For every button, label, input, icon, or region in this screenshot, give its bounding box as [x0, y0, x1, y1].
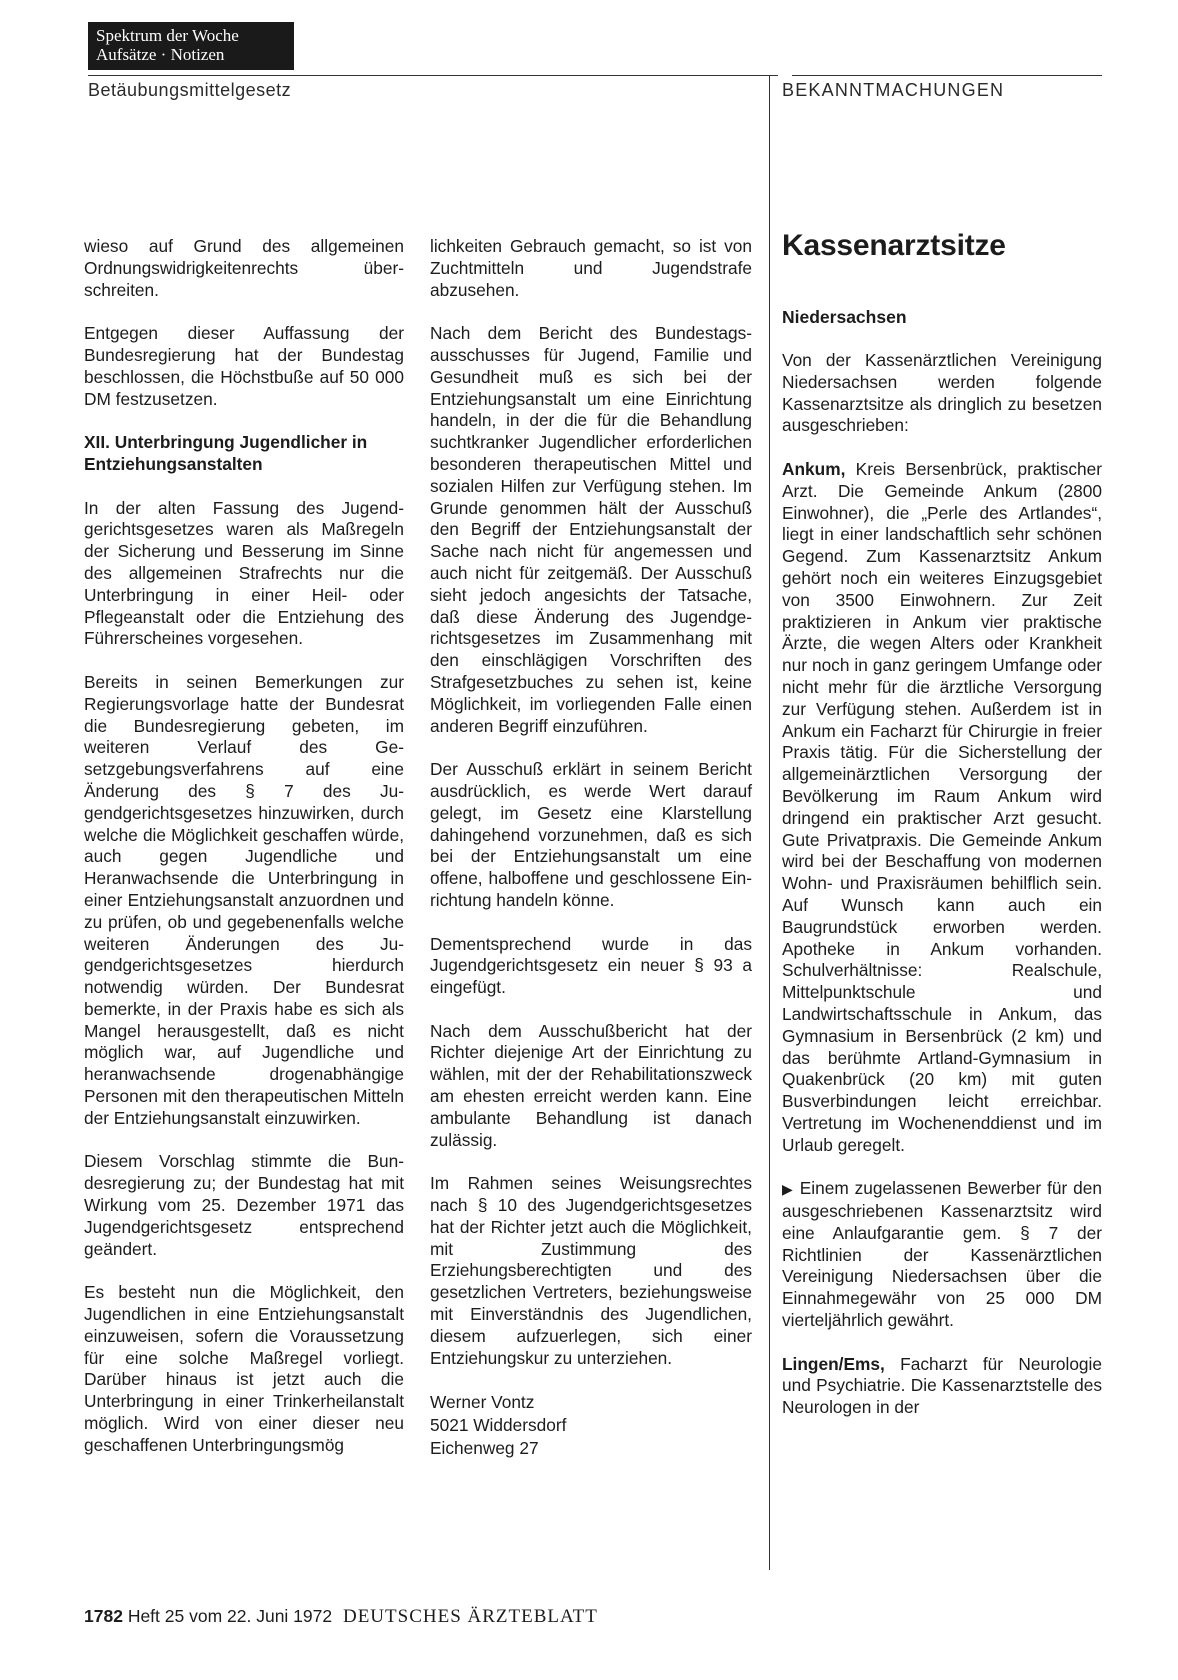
section-label-left: Betäubungsmittelgesetz — [88, 80, 292, 100]
issue-info: Heft 25 vom 22. Juni 1972 — [127, 1606, 333, 1626]
listing-lingen — [782, 1354, 1102, 1419]
triangle-right-icon: ▶ — [782, 1181, 794, 1198]
paragraph: Nach dem Ausschußbericht hat der Richter diejenige Art der Einrichtung zu wählen, mit der der Rehabilitationszweck am ehesten erreicht werden kann. Eine ambulante Behandlung ist danach zulässig. — [430, 1020, 752, 1150]
column-divider — [769, 75, 770, 1570]
author-name: Werner Vontz — [430, 1392, 535, 1413]
listing-ankum — [782, 459, 1102, 1157]
paragraph: Bereits in seinen Bemerkungen zur Regierungsvorlage hatte der Bundesrat die Bundesregierung gebeten, im weiteren Verlauf des Gesetzgebungsverfahrens auf eine Änderung des § 7 des Jugendgerichtsgesetzes hinzuwirken, durch welche die Möglichkeit geschaffen würde, auch gegen Jugendliche und Heranwachsende die Unterbringung in einer Entziehungsanstalt anzuordnen und zu prüfen, ob und gegebenenfalls welche weiteren Änderungen des Jugendgerichtsgesetzes hierdurch notwendig würden. Der Bundesrat bemerkte, in der Praxis habe es sich als Mangel herausgestellt, daß es nicht möglich war, auf Jugendliche und heranwachsende drogenabhängige Personen mit den therapeutischen Mitteln der Entziehungsanstalt einzuwirken. — [84, 671, 404, 1128]
listing-lead: Ankum, — [782, 458, 846, 479]
badge-line-1: Spektrum der Woche — [96, 26, 239, 45]
author-signature — [430, 1391, 752, 1460]
paragraph: Der Ausschuß erklärt in seinem Bericht ausdrücklich, es werde Wert darauf gelegt, im Gesetz eine Klarstellung dahingehend vorzunehmen, daß es sich bei der Entziehungsanstalt um eine offene, halboffene und geschlossene Einrichtung handeln könne. — [430, 759, 752, 910]
guarantee-note — [782, 1178, 1102, 1332]
section-heading: XII. Unterbringung Jugendlicher in Entziehungsanstalten — [84, 432, 368, 474]
author-city: 5021 Widdersdorf — [430, 1415, 567, 1436]
paragraph: Es besteht nun die Möglichkeit, den Jugendlichen in eine Entziehungsanstalt einzuweisen, sofern die Voraussetzung für eine solche Maßregel vorliegt. Darüber hinaus ist jetzt auch die Unterbringung in einer Trinkerheilanstalt möglich. Wird von einer dieser neu geschaffenen Unterbringungsmög — [84, 1282, 404, 1455]
page-number: 1782 — [84, 1606, 123, 1626]
column-1 — [84, 236, 404, 1478]
paragraph: Von der Kassenärztlichen Vereinigung Niedersachsen werden folgende Kassenarztsitze als dringlich zu besetzen ausgeschrieben: — [782, 350, 1102, 436]
paragraph: Nach dem Bericht des Bundestagsausschusses für Jugend, Familie und Gesundheit muß es sich bei der Entziehungsanstalt um eine Einrichtung handeln, in der die für die Behandlung suchtkranker Jugendlicher erforderlichen besonderen therapeutischen Mittel und sozialen Hilfen zur Verfügung stehen. Im Grunde genommen hält der Ausschuß den Begriff der Entziehungsanstalt der Sache nach nicht für angemessen und auch nicht für zeitgemäß. Der Ausschuß sieht jedoch angesichts der Tatsache, daß diese Änderung des Jugendgerichtsgesetzes im Zusammenhang mit den einschlägigen Vorschriften des Strafgesetzbuches zu sehen ist, keine Möglichkeit, im vorliegenden Falle einen anderen Begriff einzuführen. — [430, 323, 752, 736]
paragraph: Diesem Vorschlag stimmte die Bundesregierung zu; der Bundestag hat mit Wirkung vom 25. Dezember 1971 das Jugendgerichtsgesetz entsprechend geändert. — [84, 1151, 404, 1259]
journal-name: DEUTSCHES ÄRZTEBLATT — [342, 1606, 598, 1627]
paragraph: In der alten Fassung des Jugendgerichtsgesetzes waren als Maßregeln der Sicherung und Besserung im Sinne des allgemeinen Strafrechts nur die Unterbringung in einer Heil- oder Pflegeanstalt oder die Entziehung des Führerscheines vorgesehen. — [84, 497, 404, 649]
announcement-title: Kassenarztsitze — [782, 229, 1006, 262]
region-heading: Niedersachsen — [782, 307, 907, 327]
header-rule-left — [88, 75, 778, 76]
listing-lead: Lingen/Ems, — [782, 1353, 885, 1374]
author-street: Eichenweg 27 — [430, 1438, 539, 1459]
column-2 — [430, 236, 752, 1482]
paragraph: Im Rahmen seines Weisungsrechtes nach § 10 des Jugendgerichtsgesetzes hat der Richter jetzt auch die Möglichkeit, mit Zustimmung des Erziehungsberechtigten und des gesetzlichen Vertreters, beziehungsweise mit Einverständnis des Jugendlichen, diesem aufzuerlegen, sich einer Entziehungskur zu unterziehen. — [430, 1173, 752, 1368]
column-3 — [782, 226, 1102, 1441]
listing-text: Kreis Bersenbrück, praktischer Arzt. Die Gemeinde Ankum (2800 Einwohner), die „Perle des Artlandes“, liegt in einer landschaftlich sehr schönen Gegend. Zum Kassenarztsitz Ankum gehört noch ein weiteres Einzugsgebiet von 3500 Einwohnern. Zur Zeit praktizieren in Ankum vier praktische Ärzte, die wegen Alters oder Krankheit nur noch in ganz geringem Umfange oder nicht mehr für die ärztliche Versorgung zur Verfügung stehen. Außerdem ist in Ankum ein Facharzt für Chirurgie in freier Praxis tätig. Für die Sicherstellung der allgemeinärztlichen Versorgung der Bevölkerung im Raum Ankum wird dringend ein praktischer Arzt gesucht. Gute Privatpraxis. Die Gemeinde Ankum wird bei der Beschaffung von modernen Wohn- und Praxisräumen behilflich sein. Auf Wunsch kann auch ein Baugrundstück erworben werden. Apotheke in Ankum vorhanden. Schulverhältnisse: Realschule, Mittelpunktschule und Landwirtschaftsschule in Ankum, das Gymnasium in Bersenbrück (2 km) und das berühmte Artland-Gymnasium in Quakenbrück (20 km) mit guten Busverbindungen leicht erreichbar. Vertretung im Wochenenddienst und im Urlaub geregelt. — [782, 458, 1102, 1155]
listing-text: Facharzt für Neurologie und Psychiatrie. Die Kassenarztstelle des Neurologen in der — [782, 1353, 1102, 1418]
guarantee-text: Einem zugelassenen Bewerber für den ausgeschriebenen Kassenarztsitz wird eine Anlaufgarantie gem. § 7 der Richtlinien der Kassenärztlichen Vereinigung Niedersachsen über die Einnahmegewähr von 25 000 DM vierteljährlich gewährt. — [782, 1178, 1102, 1331]
paragraph: lichkeiten Gebrauch gemacht, so ist von Zuchtmitteln und Jugendstrafe abzusehen. — [430, 236, 752, 300]
page-footer — [84, 1606, 598, 1628]
paragraph: wieso auf Grund des allgemeinen Ordnungswidrigkeitenrechts überschreiten. — [84, 236, 404, 300]
section-label-right: BEKANNTMACHUNGEN — [782, 80, 1005, 100]
paragraph: Entgegen dieser Auffassung der Bundesregierung hat der Bundestag beschlossen, die Höchstbuße auf 50 000 DM festzusetzen. — [84, 323, 404, 409]
header-rule-right — [792, 75, 1102, 76]
paragraph: Dementsprechend wurde in das Jugendgerichtsgesetz ein neuer § 93 a eingefügt. — [430, 933, 752, 998]
badge-line-2: Aufsätze · Notizen — [96, 45, 225, 64]
section-badge — [88, 22, 294, 70]
